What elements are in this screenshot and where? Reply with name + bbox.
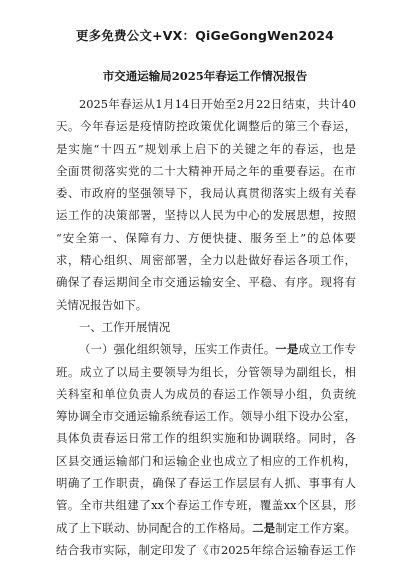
bold-marker: 一是 bbox=[275, 342, 299, 357]
document-title: 市交通运输局2025年春运工作情况报告 bbox=[102, 69, 308, 83]
body-line: 结合我市实际，制定印发了《市2025年综合运输春运工作 bbox=[56, 542, 356, 557]
bold-marker: 二是 bbox=[252, 520, 276, 535]
body-line: 一、工作开展情况 bbox=[79, 319, 171, 334]
body-line bbox=[56, 338, 356, 360]
body-line: 关科室和单位负责人为成员的春运工作领导小组，负责统 bbox=[56, 386, 356, 401]
document-body bbox=[56, 93, 356, 561]
line-text: 制定工作方案。 bbox=[275, 520, 356, 535]
body-line: 筹协调全市交通运输系统春运工作。领导小组下设办公室， bbox=[56, 409, 356, 424]
body-line: “安全第一、保障有力、方便快捷、服务至上”的总体要 bbox=[56, 230, 356, 245]
body-line: 确保了春运期间全市交通运输安全、平稳、有序。现将有 bbox=[56, 275, 356, 290]
line-text: 成了上下联动、协同配合的工作格局。 bbox=[56, 520, 253, 535]
body-line: 是实施“十四五”规划承上启下的关键之年的春运，也是 bbox=[56, 141, 356, 156]
body-line: 班。成立了以局主要领导为组长，分管领导为副组长，相 bbox=[56, 364, 356, 379]
line-text: （一）强化组织领导，压实工作责任。 bbox=[79, 342, 276, 357]
body-line: 关情况报告如下。 bbox=[56, 297, 148, 312]
body-line bbox=[56, 517, 356, 539]
body-line: 天。今年春运是疫情防控政策优化调整后的第三个春运， bbox=[56, 119, 356, 134]
body-line: 求，精心组织、周密部署，全力以赴做好春运各项工作， bbox=[56, 253, 356, 268]
body-line: 区县交通运输部门和运输企业也成立了相应的工作机构， bbox=[56, 453, 356, 468]
body-line: 管。全市共组建了xx个春运工作专班，覆盖xx个区县，形 bbox=[56, 498, 356, 513]
line-text: 成立工作专 bbox=[298, 342, 356, 357]
body-line: 具体负责春运日常工作的组织实施和协调联络。同时，各 bbox=[56, 431, 356, 446]
body-line: 明确了工作职责，确保了春运工作层层有人抓、事事有人 bbox=[56, 476, 356, 491]
body-line: 2025年春运从1月14日开始至2月22日结束，共计40 bbox=[79, 97, 356, 111]
body-line: 运工作的决策部署，坚持以人民为中心的发展思想，按照 bbox=[56, 208, 356, 223]
body-line: 全面贯彻落实党的二十大精神开局之年的重要春运。在市 bbox=[56, 163, 356, 178]
body-line: 委、市政府的坚强领导下，我局认真贯彻落实上级有关春 bbox=[56, 186, 356, 201]
promo-banner: 更多免费公文+VX：QiGeGongWen2024 bbox=[75, 28, 335, 43]
